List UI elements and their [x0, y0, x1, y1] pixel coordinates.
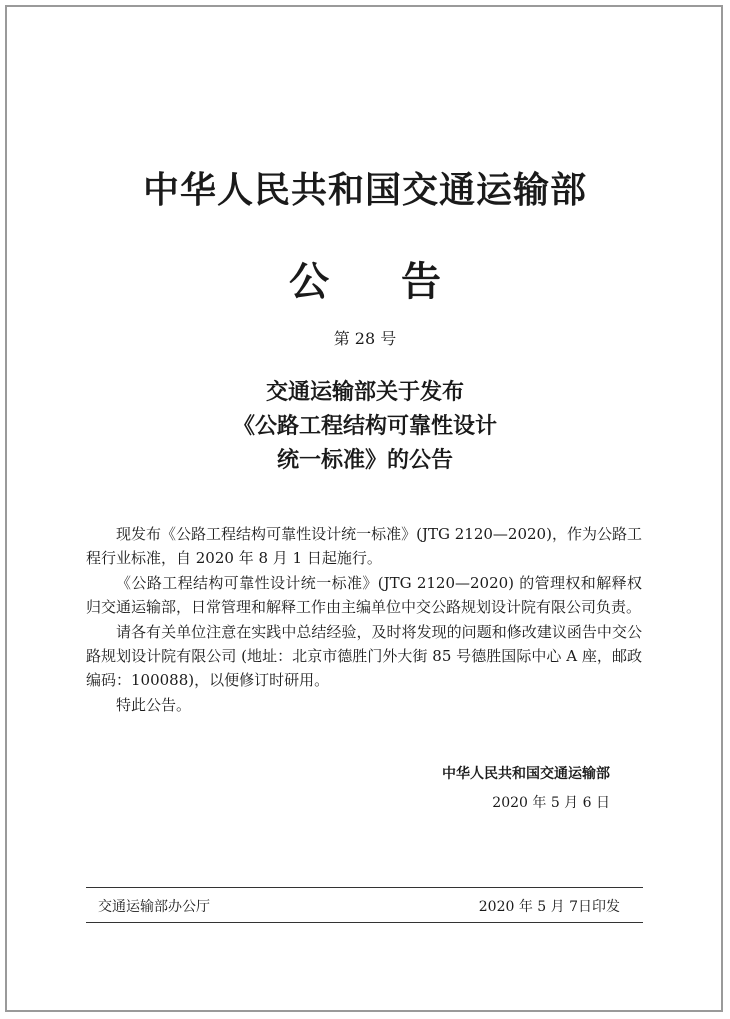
doc-title-line-3: 统一标准》的公告	[276, 448, 453, 473]
body-paragraph-3: 请各有关单位注意在实践中总结经验，及时将发现的问题和修改建议函告中交公路规划设计院有限公司 (地址：北京市德胜门外大街 85 号德胜国际中心 A 座，邮政编码：100088)，以便修订时研用。	[86, 622, 642, 690]
signature-date: 2020 年 5 月 6 日	[492, 795, 610, 811]
footer-rule-bottom	[86, 922, 643, 923]
signature-issuer: 中华人民共和国交通运输部	[442, 766, 610, 782]
body-paragraph-1: 现发布《公路工程结构可靠性设计统一标准》(JTG 2120—2020)，作为公路工程行业标准，自 2020 年 8 月 1 日起施行。	[86, 525, 642, 568]
footer-office: 交通运输部办公厅	[98, 899, 210, 915]
doc-title-line-1: 交通运输部关于发布	[265, 380, 464, 405]
doc-type-char-1: 公	[289, 259, 329, 305]
doc-title-line-2: 《公路工程结构可靠性设计	[232, 414, 497, 439]
doc-type-heading	[0, 250, 730, 307]
footer-print-date: 2020 年 5 月 7日印发	[478, 899, 620, 915]
doc-title	[0, 376, 730, 478]
ministry-heading: 中华人民共和国交通运输部	[142, 170, 587, 211]
doc-number: 第 28 号	[333, 329, 397, 348]
doc-type-char-2: 告	[401, 259, 441, 305]
announcement-body	[86, 522, 642, 717]
body-paragraph-4: 特此公告。	[116, 695, 192, 714]
footer-rule-top	[86, 887, 643, 888]
body-paragraph-2: 《公路工程结构可靠性设计统一标准》(JTG 2120—2020) 的管理权和解释权归交通运输部，日常管理和解释工作由主编单位中交公路规划设计院有限公司负责。	[86, 573, 642, 617]
page-border	[5, 5, 723, 1012]
